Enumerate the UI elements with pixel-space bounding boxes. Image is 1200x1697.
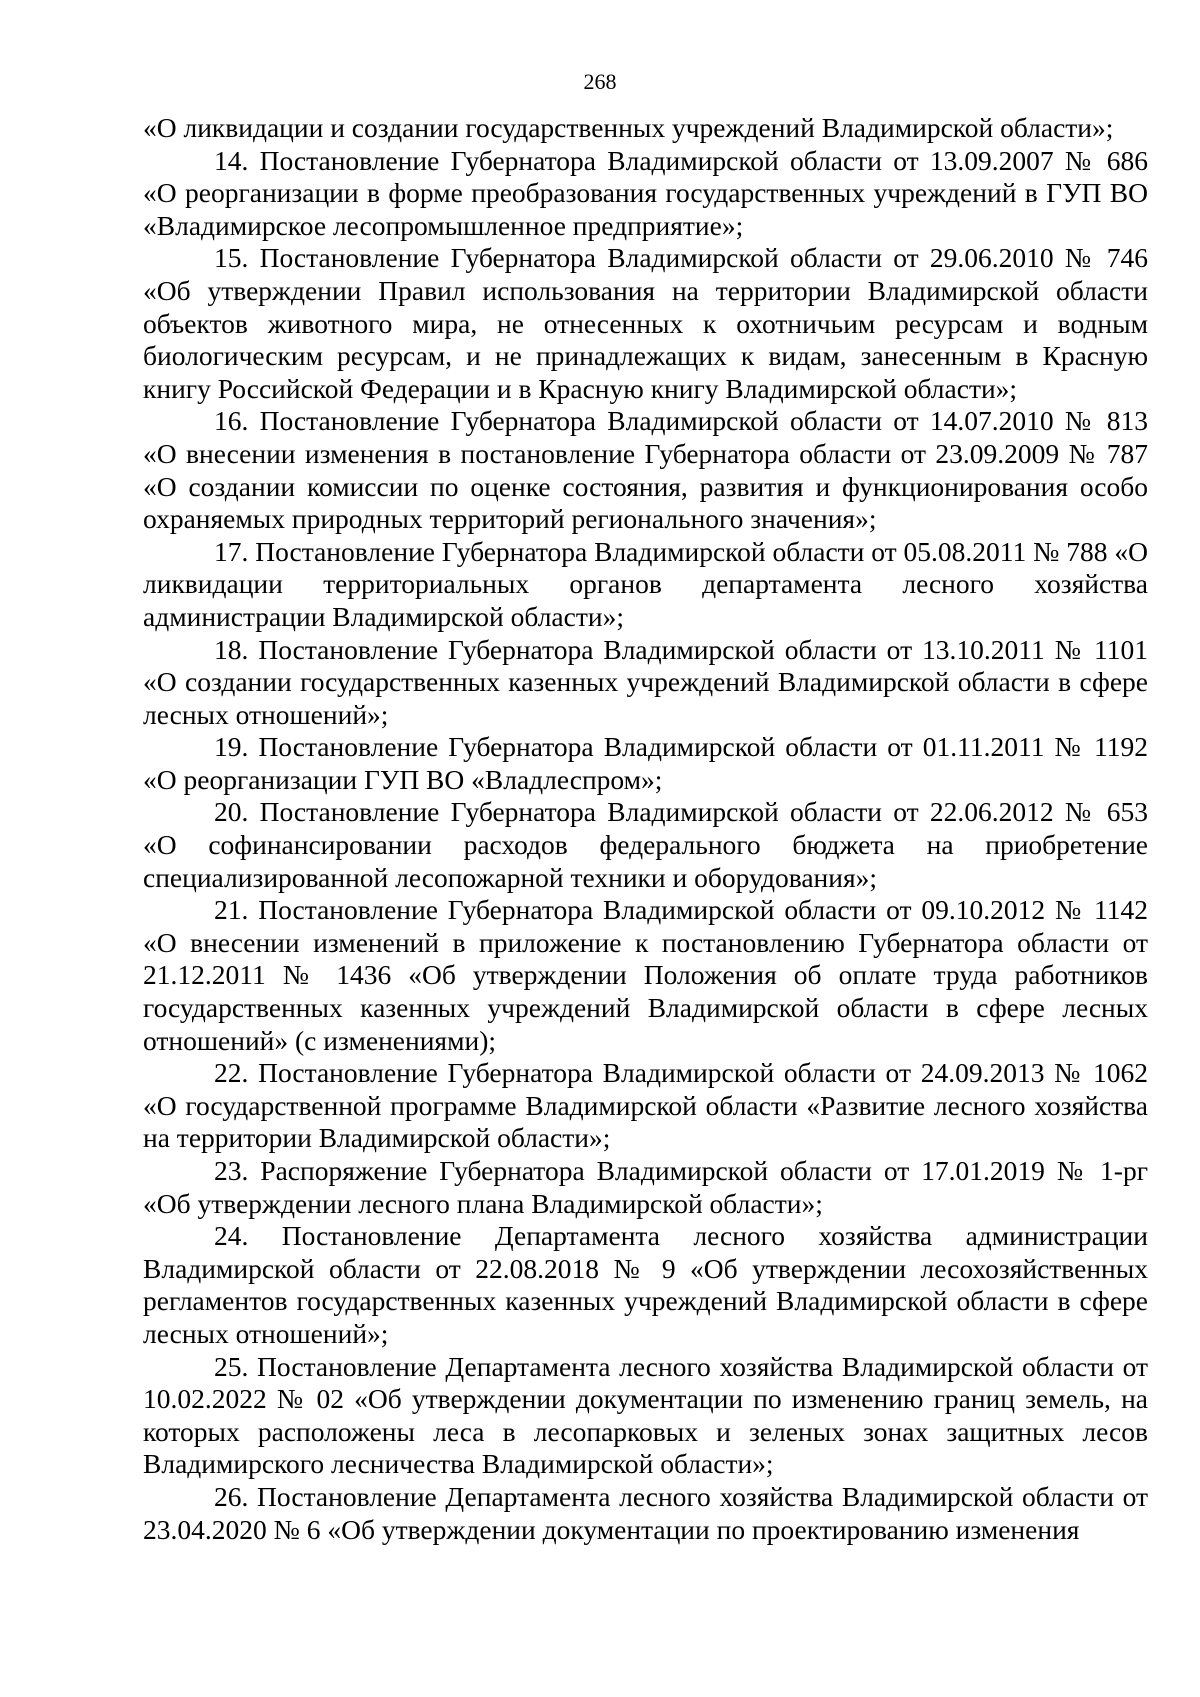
list-item-17: 17. Постановление Губернатора Владимирской области от 05.08.2011 № 788 «О ликвидации территориальных органов департамента лесного хозяйства администрации Владимирской области»; <box>143 535 1149 632</box>
list-item-25: 25. Постановление Департамента лесного хозяйства Владимирской области от 10.02.2022 № 02 «Об утверждении документации по изменению границ земель, на которых расположены леса в лесопарковых и зеленых зонах защитных лесов Владимирского лесничества Владимирской области»; <box>143 1350 1148 1480</box>
list-item-14: 14. Постановление Губернатора Владимирской области от 13.09.2007 № 686 «О реорганизации в форме преобразования государственных учреждений в ГУП ВО «Владимирское лесопромышленное предприятие»; <box>143 144 1148 241</box>
list-item-15: 15. Постановление Губернатора Владимирской области от 29.06.2010 № 746 «Об утверждении Правил использования на территории Владимирской области объектов животного мира, не отнесенных к охотничьим ресурсам и водным биологическим ресурсам, и не принадлежащих к видам, занесенным в Красную книгу Российской Федерации и в Красную книгу Владимирской области»; <box>143 242 1148 404</box>
list-item-22: 22. Постановление Губернатора Владимирской области от 24.09.2013 № 1062 «О государственной программе Владимирской области «Развитие лесного хозяйства на территории Владимирской области»; <box>143 1057 1148 1154</box>
list-item-19: 19. Постановление Губернатора Владимирской области от 01.11.2011 № 1192 «О реорганизации ГУП ВО «Владлеспром»; <box>143 731 1148 795</box>
list-item-16: 16. Постановление Губернатора Владимирской области от 14.07.2010 № 813 «О внесении изменения в постановление Губернатора области от 23.09.2009 № 787 «О создании комиссии по оценке состояния, развития и функционирования особо охраняемых природных территорий регионального значения»; <box>143 405 1148 535</box>
list-item-18: 18. Постановление Губернатора Владимирской области от 13.10.2011 № 1101 «О создании государственных казенных учреждений Владимирской области в сфере лесных отношений»; <box>143 633 1148 730</box>
list-item-23: 23. Распоряжение Губернатора Владимирской области от 17.01.2019 № 1-рг «Об утверждении лесного плана Владимирской области»; <box>143 1155 1148 1219</box>
list-item-26: 26. Постановление Департамента лесного хозяйства Владимирской области от 23.04.2020 № 6 «Об утверждении документации по проектированию изменения <box>143 1480 1148 1545</box>
paragraph-continuation: «О ликвидации и создании государственных учреждений Владимирской области»; <box>143 112 1114 143</box>
document-body <box>143 112 1148 1546</box>
list-item-20: 20. Постановление Губернатора Владимирской области от 22.06.2012 № 653 «О софинансировании расходов федерального бюджета на приобретение специализированной лесопожарной техники и оборудования»; <box>143 796 1148 893</box>
page-number: 268 <box>583 69 617 94</box>
list-item-24: 24. Постановление Департамента лесного хозяйства администрации Владимирской области от 22.08.2018 № 9 «Об утверждении лесохозяйственных регламентов государственных казенных учреждений Владимирской области в сфере лесных отношений»; <box>143 1220 1148 1349</box>
list-item-21: 21. Постановление Губернатора Владимирской области от 09.10.2012 № 1142 «О внесении изменений в приложение к постановлению Губернатора области от 21.12.2011 № 1436 «Об утверждении Положения об оплате труда работников государственных казенных учреждений Владимирской области в сфере лесных отношений» (с изменениями); <box>143 894 1148 1056</box>
